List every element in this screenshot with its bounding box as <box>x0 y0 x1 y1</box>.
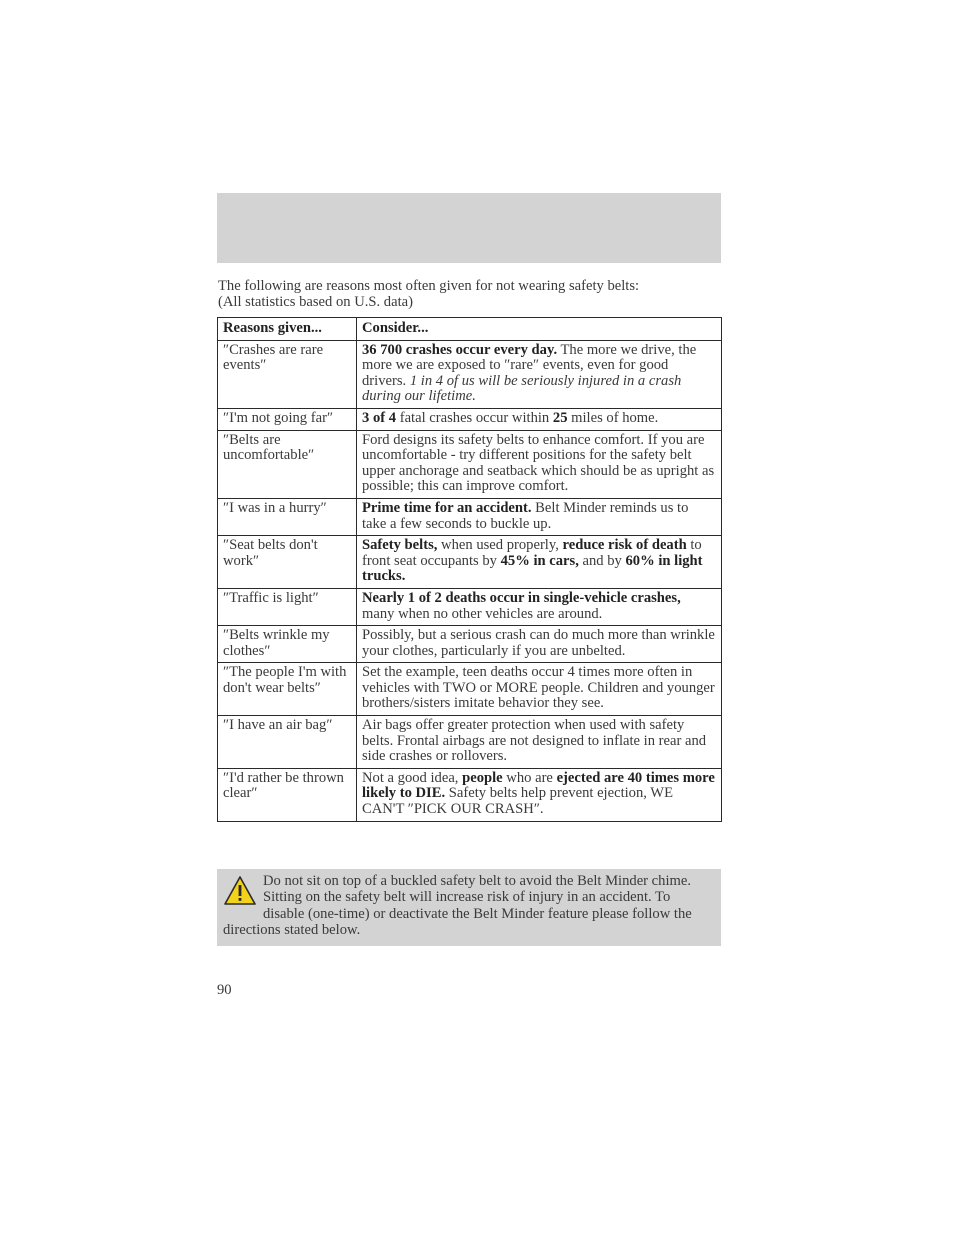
table-body <box>218 340 722 821</box>
consider-cell <box>357 536 722 589</box>
reasons-table <box>217 317 722 822</box>
intro-text <box>218 278 722 310</box>
text-run: Ford designs its safety belts to enhance comfort. If you are uncomfortable - try different positions for the safety belt upper anchorage and seatback which should be as upright as possible; this can improve comfort. <box>362 431 715 495</box>
bold-text-run: reduce risk of death <box>562 537 687 554</box>
reason-cell: ″Traffic is light″ <box>218 588 357 625</box>
text-run: Air bags offer greater protection when used with safety belts. Frontal airbags are not designed to inflate in rear and side crashes or rollovers. <box>362 717 707 765</box>
table-row <box>218 768 722 821</box>
consider-cell <box>357 498 722 535</box>
bold-text-run: 45% in cars, <box>500 552 579 569</box>
table-row <box>218 663 722 716</box>
text-run: who are <box>502 769 557 786</box>
text-run: many when no other vehicles are around. <box>362 605 603 622</box>
reason-cell: ″Seat belts don't work″ <box>218 536 357 589</box>
table-row <box>218 408 722 430</box>
consider-cell <box>357 768 722 821</box>
reason-cell: ″I'm not going far″ <box>218 408 357 430</box>
text-run: Safety belts help prevent ejection, WE CAN'T ″PICK OUR CRASH″. <box>362 785 673 818</box>
warning-triangle-icon <box>223 875 257 907</box>
bold-text-run: Safety belts, <box>362 537 438 554</box>
text-run: miles of home. <box>567 409 659 426</box>
bold-text-run: people <box>462 769 503 786</box>
consider-cell <box>357 408 722 430</box>
reason-cell: ″The people I'm with don't wear belts″ <box>218 663 357 716</box>
warning-text: Do not sit on top of a buckled safety belt to avoid the Belt Minder chime. Sitting on the safety belt will increase risk of injury in an accident. To disable (one-time) or deactivate the Belt Minder feature please follow the directions stated below. <box>223 873 692 938</box>
table-row <box>218 588 722 625</box>
consider-cell <box>357 430 722 498</box>
bold-text-run: 36 700 crashes occur every day. <box>362 341 558 358</box>
bold-text-run: Nearly 1 of 2 deaths occur in single-vehicle crashes, <box>362 589 681 606</box>
reason-cell: ″Crashes are rare events″ <box>218 340 357 408</box>
section-header-band <box>217 193 721 263</box>
table-header-row <box>218 318 722 341</box>
table-row <box>218 498 722 535</box>
bold-text-run: 60% in light trucks. <box>362 552 703 585</box>
text-run: fatal crashes occur within <box>396 409 553 426</box>
text-run: The more we drive, the more we are exposed to ″rare″ events, even for good drivers. <box>362 341 697 389</box>
table-row <box>218 626 722 663</box>
consider-cell <box>357 340 722 408</box>
text-run: when used properly, <box>437 537 563 554</box>
reason-cell: ″Belts wrinkle my clothes″ <box>218 626 357 663</box>
reason-cell: ″I have an air bag″ <box>218 716 357 769</box>
table-row <box>218 430 722 498</box>
text-run: and by <box>578 552 626 569</box>
page-number: 90 <box>217 982 232 998</box>
warning-box <box>217 869 721 946</box>
intro-line-1: The following are reasons most often given for not wearing safety belts: <box>218 278 640 294</box>
intro-line-2: (All statistics based on U.S. data) <box>218 294 413 310</box>
table-row <box>218 536 722 589</box>
bold-text-run: ejected are 40 times more likely to DIE. <box>362 769 715 802</box>
reason-cell: ″Belts are uncomfortable″ <box>218 430 357 498</box>
bold-text-run: 3 of 4 <box>362 409 397 426</box>
text-run: Not a good idea, <box>362 769 463 786</box>
table-row <box>218 716 722 769</box>
reason-cell: ″I was in a hurry″ <box>218 498 357 535</box>
text-run: Possibly, but a serious crash can do much more than wrinkle your clothes, particularly if you are unbelted. <box>362 627 715 659</box>
consider-cell <box>357 626 722 663</box>
consider-cell <box>357 716 722 769</box>
italic-text-run: 1 in 4 of us will be seriously injured in a crash during our lifetime. <box>362 372 682 405</box>
table-row <box>218 340 722 408</box>
bold-text-run: 25 <box>552 409 568 426</box>
text-run: Set the example, teen deaths occur 4 times more often in vehicles with TWO or MORE people. Children and younger brothers/sisters imitate behavior they see. <box>362 664 715 712</box>
reason-cell: ″I'd rather be thrown clear″ <box>218 768 357 821</box>
consider-cell <box>357 663 722 716</box>
column-header-consider: Consider... <box>357 318 722 341</box>
text-run: to front seat occupants by <box>362 537 702 569</box>
bold-text-run: Prime time for an accident. <box>362 499 532 516</box>
consider-cell <box>357 588 722 625</box>
column-header-reasons: Reasons given... <box>218 318 357 341</box>
text-run: Belt Minder reminds us to take a few seconds to buckle up. <box>362 499 689 532</box>
